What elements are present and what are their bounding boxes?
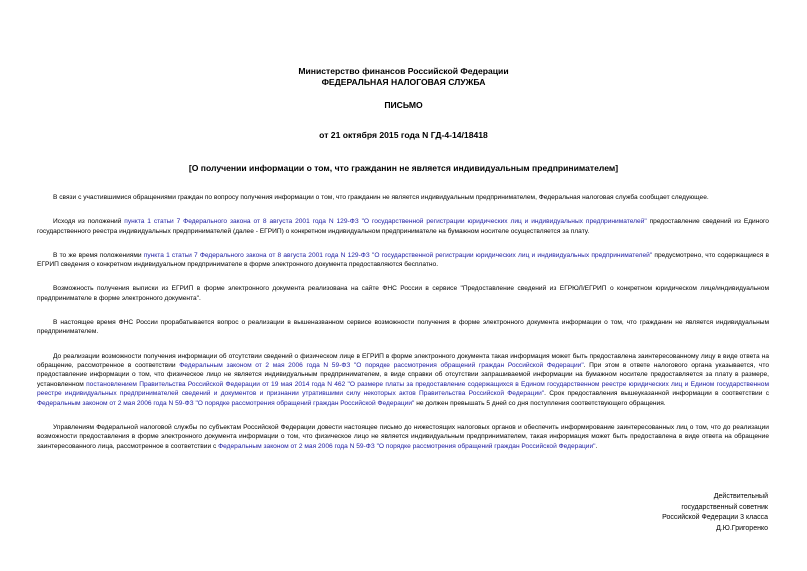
- signer-title-line-3: Российской Федерации 3 класса: [662, 514, 768, 521]
- government-decree-462-link[interactable]: постановлением Правительства Российской Федерации от 19 мая 2014 года N 462 "О размере платы за предоставление содержащихся в Едином государственном реестре юридических лиц и Едином государственном реестре индивидуальных предпринимателей сведений и документов и признании утратившими силу некоторых актов Правительства Российской Федерации": [37, 380, 769, 398]
- document-header: [0, 66, 807, 87]
- document-date-number: от 21 октября 2015 года N ГД-4-14/18418: [319, 130, 488, 140]
- paragraph-6: До реализации возможности получения информации об отсутствии сведений о физическом лице в ЕГРИП в форме электронного документа такая информация может быть предоставлена заинтересованному лицу в виде ответа на обращение, рассмотренное в соответствии Федеральным законом от 2 мая 2006 года N 59-ФЗ "О порядке рассмотрения обращений граждан Российской Федерации". При этом в ответе налогового органа указывается, что предоставление информации о том, что физическое лицо не является индивидуальным предпринимателем, в виде справки об отсутствии запрашиваемой информации на бумажном носителе предоставляется за плату в размере, установленном постановлением Правительства Российской Федерации от 19 мая 2014 года N 462 "О размере платы за предоставление содержащихся в Едином государственном реестре юридических лиц и Едином государственном реестре индивидуальных предпринимателей сведений и документов и признании утратившими силу некоторых актов Правительства Российской Федерации". Срок предоставления вышеуказанной информации в соответствии с Федеральным законом от 2 мая 2006 года N 59-ФЗ "О порядке рассмотрения обращений граждан Российской Федерации" не должен превышать 5 дней со дня поступления соответствующего обращения.: [37, 352, 769, 407]
- document-body: [37, 193, 769, 466]
- document-type: ПИСЬМО: [384, 100, 423, 110]
- signature-block: [662, 492, 768, 534]
- paragraph-5: В настоящее время ФНС России прорабатывается вопрос о реализации в вышеназванном сервисе возможности получения в форме электронного документа информации о том, что гражданин не является индивидуальным предпринимателем.: [37, 319, 769, 336]
- paragraph-3: В то же время положениями пункта 1 статьи 7 Федерального закона от 8 августа 2001 года N 129-ФЗ "О государственной регистрации юридических лиц и индивидуальных предпринимателей" предусмотрено, что содержащиеся в ЕГРИП сведения о конкретном индивидуальном предпринимателе в форме электронного документа предоставляются бесплатно.: [37, 251, 769, 269]
- signer-title-line-2: государственный советник: [681, 503, 768, 511]
- paragraph-7: Управлениям Федеральной налоговой службы по субъектам Российской Федерации довести настоящее письмо до нижестоящих налоговых органов и обеспечить информирование заинтересованных лиц о том, что до реализации возможности предоставления в форме электронного документа информации о том, что физическое лицо не является индивидуальным предпринимателем, такая информация может быть предоставлена в виде ответа на обращение заинтересованного лица, рассмотренное в соответствии с Федеральным законом от 2 мая 2006 года N 59-ФЗ "О порядке рассмотрения обращений граждан Российской Федерации".: [37, 423, 769, 450]
- service-name: ФЕДЕРАЛЬНАЯ НАЛОГОВАЯ СЛУЖБА: [321, 76, 486, 87]
- law-129-fz-link[interactable]: пункта 1 статьи 7 Федерального закона от 8 августа 2001 года N 129-ФЗ "О государственной регистрации юридических лиц и индивидуальных предпринимателей": [124, 218, 647, 226]
- document-subject: [О получении информации о том, что гражданин не является индивидуальным предпринимателем]: [188, 163, 619, 173]
- law-59-fz-link[interactable]: Федеральным законом от 2 мая 2006 года N 59-ФЗ "О порядке рассмотрения обращений граждан Российской Федерации": [179, 362, 584, 370]
- paragraph-2: Исходя из положений пункта 1 статьи 7 Федерального закона от 8 августа 2001 года N 129-ФЗ "О государственной регистрации юридических лиц и индивидуальных предпринимателей" предоставление сведений из Единого государственного реестра индивидуальных предпринимателей (далее - ЕГРИП) о конкретном индивидуальном предпринимателе на бумажном носителе осуществляется за плату.: [37, 218, 769, 235]
- signer-name: Д.Ю.Григоренко: [716, 524, 768, 532]
- paragraph-1: В связи с участившимися обращениями граждан по вопросу получения информации о том, что гражданин не является индивидуальным предпринимателем, Федеральная налоговая служба сообщает следующее.: [53, 194, 709, 201]
- ministry-name: Министерство финансов Российской Федерации: [298, 66, 509, 76]
- law-59-fz-link-2[interactable]: Федеральным законом от 2 мая 2006 года N 59-ФЗ "О порядке рассмотрения обращений граждан Российской Федерации": [37, 399, 415, 407]
- law-59-fz-link-3[interactable]: Федеральным законом от 2 мая 2006 года N 59-ФЗ "О порядке рассмотрения обращений граждан Российской Федерации": [218, 442, 596, 450]
- signer-title-line-1: Действительный: [713, 493, 768, 500]
- law-129-fz-link-2[interactable]: пункта 1 статьи 7 Федерального закона от 8 августа 2001 года N 129-ФЗ "О государственной регистрации юридических лиц и индивидуальных предпринимателей": [143, 251, 653, 259]
- paragraph-4: Возможность получения выписки из ЕГРИП в форме электронного документа реализована на сайте ФНС России в сервисе "Предоставление сведений из ЕГРЮЛ/ЕГРИП о конкретном юридическом лице/индивидуальном предпринимателе в форме электронного документа".: [37, 285, 769, 302]
